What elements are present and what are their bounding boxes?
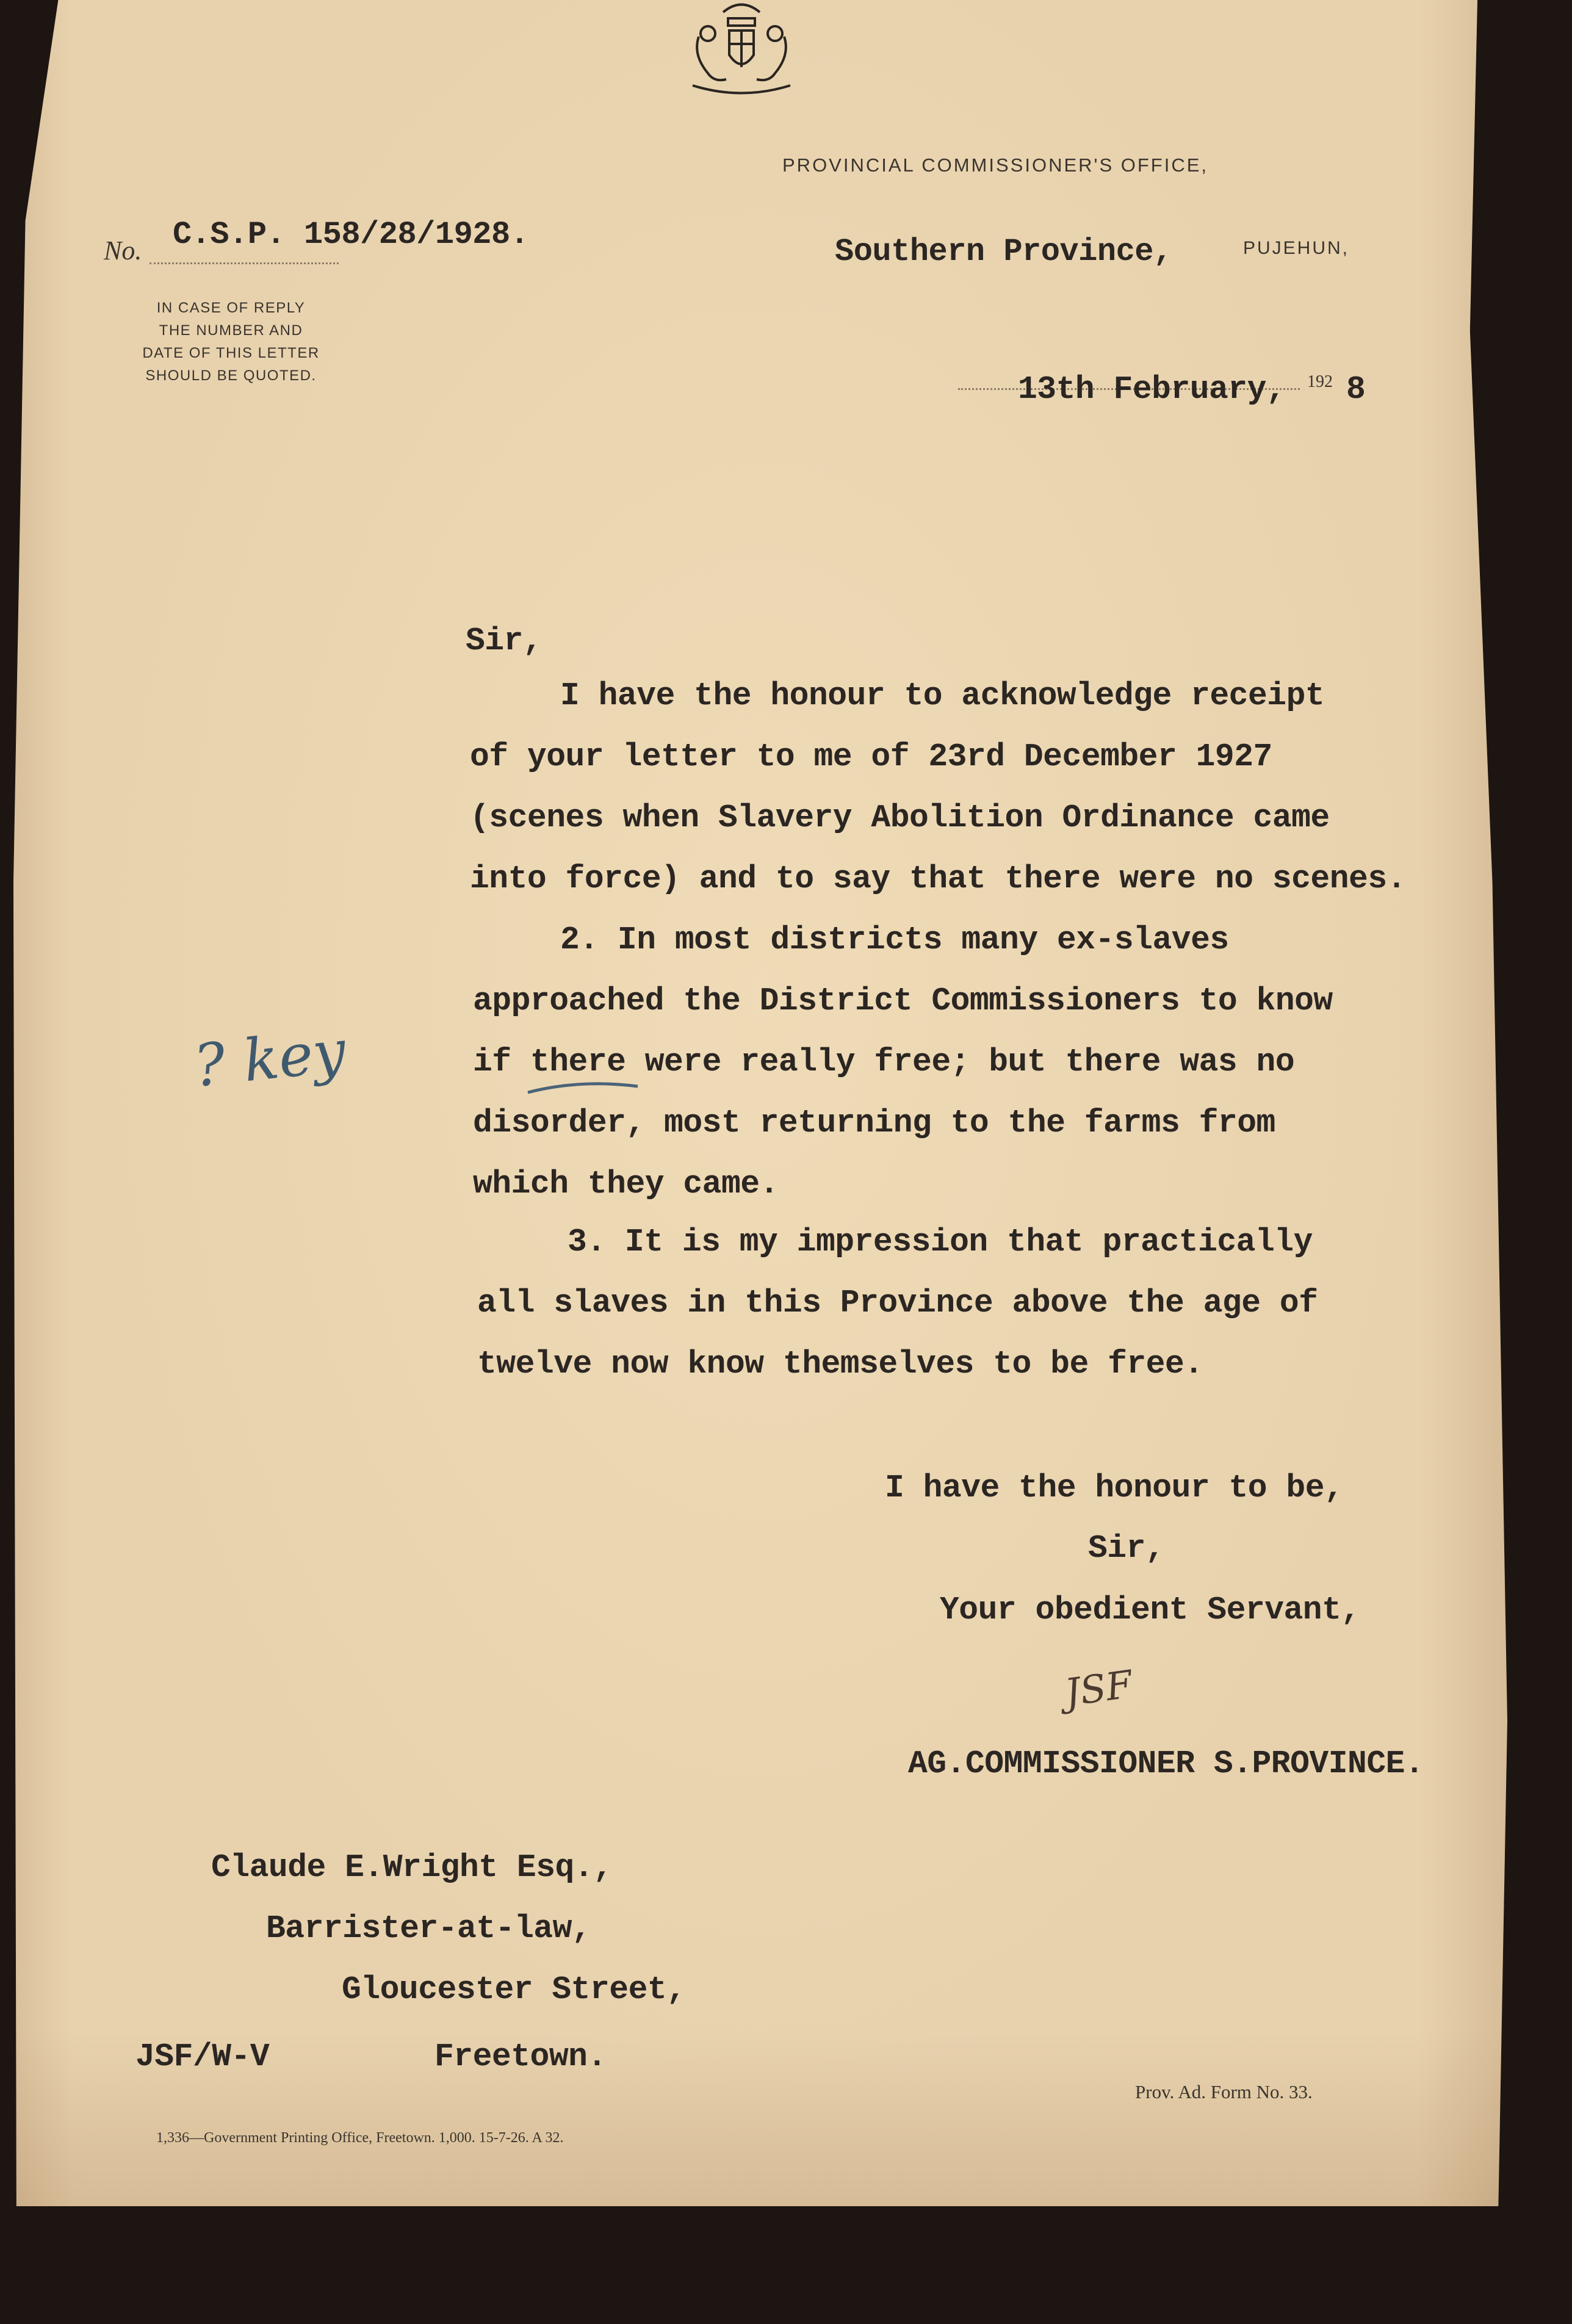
body-line: which they came. — [473, 1166, 779, 1202]
office-title: PROVINCIAL COMMISSIONER'S OFFICE, — [782, 154, 1209, 176]
year-suffix: 8 — [1346, 371, 1366, 408]
closing-sir: Sir, — [1088, 1530, 1165, 1567]
addressee-city: Freetown. — [434, 2038, 607, 2075]
royal-coat-of-arms-icon — [680, 0, 802, 98]
body-line: all slaves in this Province above the age of — [477, 1285, 1318, 1321]
reference-underline — [150, 262, 339, 264]
closing-line: I have the honour to be, — [885, 1470, 1344, 1506]
signatory-title: AG.COMMISSIONER S.PROVINCE. — [908, 1745, 1424, 1782]
addressee-line: Barrister-at-law, — [266, 1910, 591, 1947]
printer-line: 1,336—Government Printing Office, Freetown. 1,000. 15-7-26. A 32. — [156, 2130, 564, 2146]
typist-reference: JSF/W-V — [135, 2038, 270, 2075]
body-line: twelve now know themselves to be free. — [477, 1346, 1203, 1382]
reply-instructions: IN CASE OF REPLY THE NUMBER AND DATE OF THIS LETTER SHOULD BE QUOTED. — [142, 300, 320, 384]
body-line: disorder, most returning to the farms from — [473, 1105, 1275, 1141]
pencil-underline-icon — [525, 1079, 641, 1097]
town-name: PUJEHUN, — [1243, 238, 1350, 258]
year-prefix: 192 — [1307, 372, 1333, 391]
province-name: Southern Province, — [835, 234, 1172, 270]
signature-initials: JSF — [1062, 1661, 1135, 1716]
body-line: into force) and to say that there were no scenes. — [470, 861, 1406, 897]
form-number: Prov. Ad. Form No. 33. — [1135, 2081, 1313, 2102]
body-line: of your letter to me of 23rd December 1927 — [470, 738, 1272, 775]
reference-number: C.S.P. 158/28/1928. — [173, 217, 529, 253]
addressee-line: Gloucester Street, — [342, 1971, 686, 2008]
body-line: 2. In most districts many ex-slaves — [560, 922, 1229, 958]
body-line: (scenes when Slavery Abolition Ordinance came — [470, 799, 1330, 836]
margin-note: ? key — [190, 1017, 349, 1100]
body-line: 3. It is my impression that practically — [568, 1224, 1313, 1260]
body-line: approached the District Commissioners to know — [473, 983, 1333, 1019]
closing-servant: Your obedient Servant, — [940, 1592, 1360, 1628]
salutation: Sir, — [466, 622, 543, 659]
letter-date: 13th February, — [1018, 371, 1286, 408]
addressee-name: Claude E.Wright Esq., — [211, 1849, 613, 1886]
body-line: if there were really free; but there was no — [473, 1044, 1295, 1080]
number-prefix: No. — [104, 236, 142, 265]
body-line: I have the honour to acknowledge receipt — [560, 677, 1325, 714]
